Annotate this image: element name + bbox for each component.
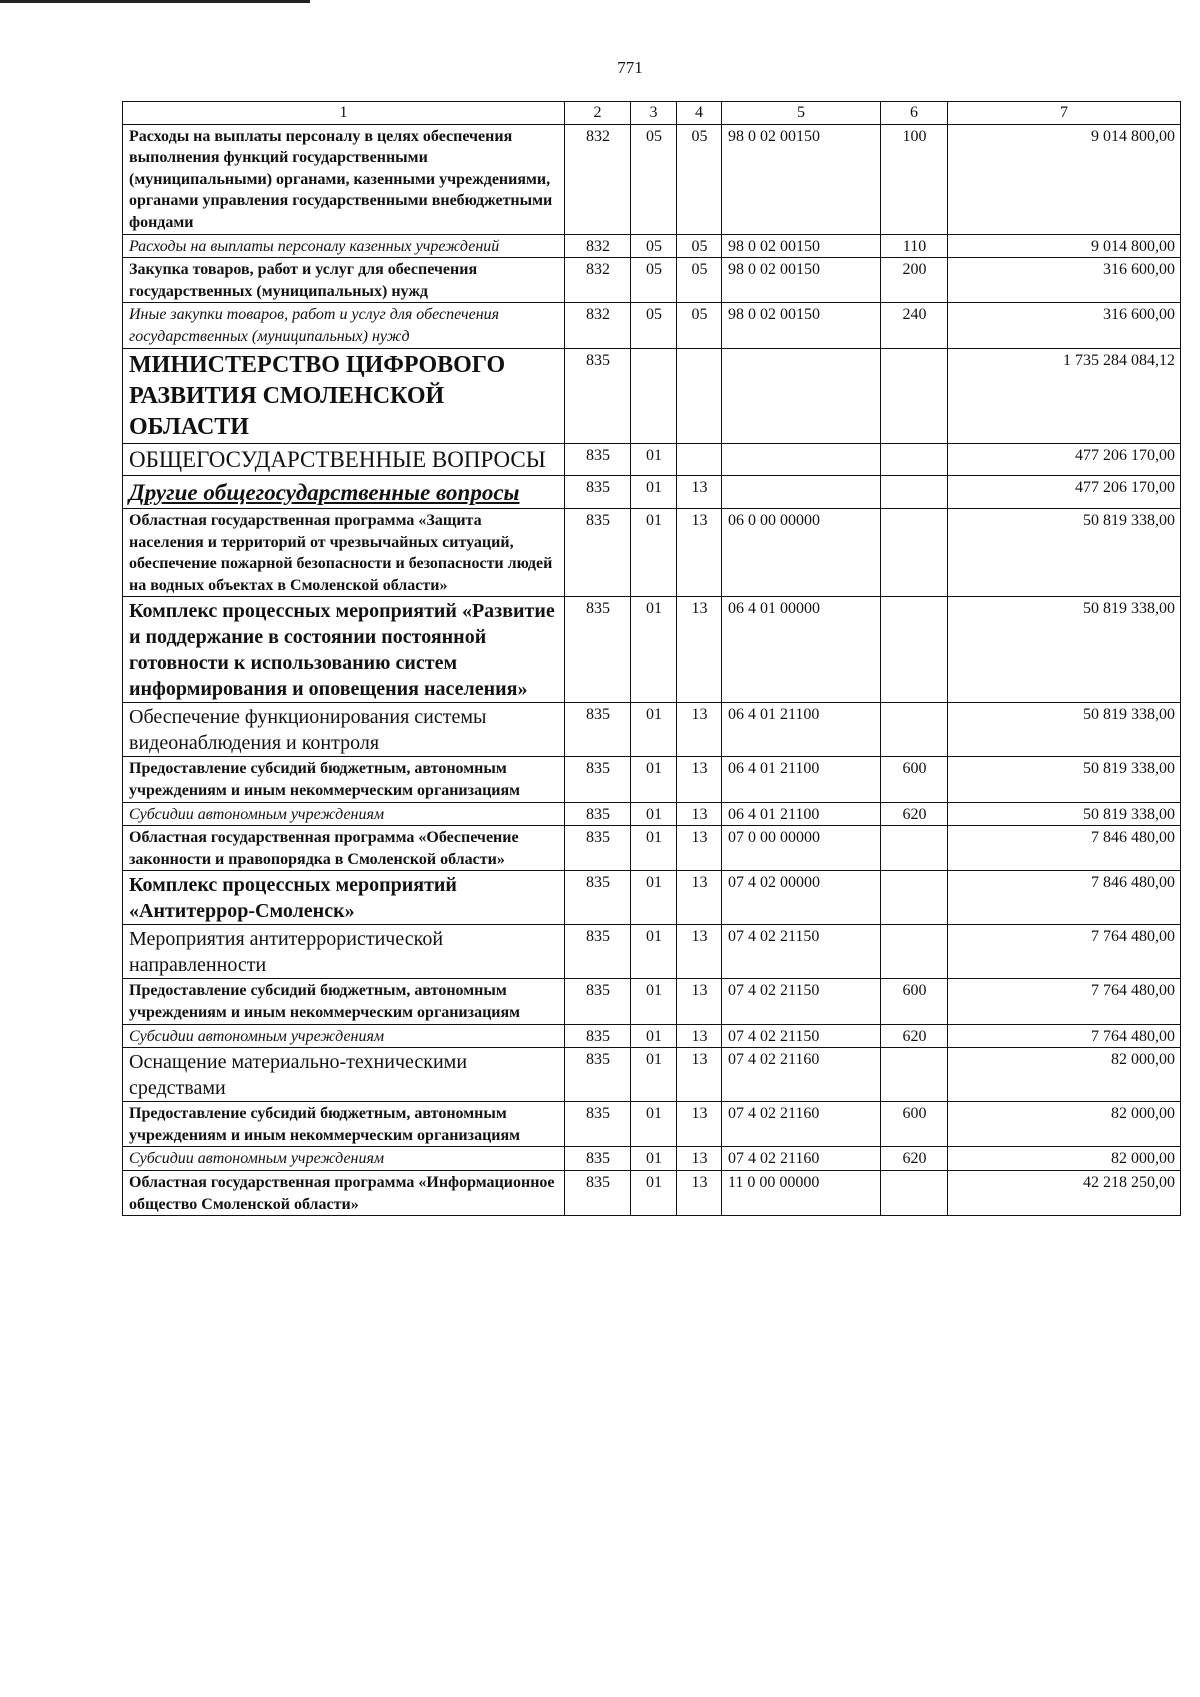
expense-type-cell: 620 (881, 1147, 948, 1171)
column-header: 3 (631, 102, 677, 125)
amount-cell: 9 014 800,00 (948, 234, 1181, 258)
target-article-cell: 07 4 02 21150 (722, 925, 881, 979)
subsection-code-cell: 05 (677, 303, 722, 348)
target-article-cell: 07 0 00 00000 (722, 826, 881, 871)
table-row (123, 509, 1181, 597)
amount-cell: 50 819 338,00 (948, 802, 1181, 826)
amount-cell: 7 846 480,00 (948, 826, 1181, 871)
subsection-code-cell: 13 (677, 1102, 722, 1147)
row-name-cell: Предоставление субсидий бюджетным, автономным учреждениям и иным некоммерческим организациям (123, 757, 565, 802)
dept-code-cell: 835 (565, 1147, 631, 1171)
section-code-cell: 01 (631, 444, 677, 476)
section-code-cell: 01 (631, 1048, 677, 1102)
row-name-cell: Оснащение материально-техническими средствами (123, 1048, 565, 1102)
row-name-cell: Субсидии автономным учреждениям (123, 1024, 565, 1048)
target-article-cell: 07 4 02 21150 (722, 979, 881, 1024)
expense-type-cell: 600 (881, 1102, 948, 1147)
row-name-cell: Субсидии автономным учреждениям (123, 1147, 565, 1171)
subsection-code-cell: 13 (677, 871, 722, 925)
amount-cell: 50 819 338,00 (948, 597, 1181, 703)
dept-code-cell: 835 (565, 509, 631, 597)
subsection-code-cell: 13 (677, 1024, 722, 1048)
section-code-cell (631, 348, 677, 444)
table-row (123, 1147, 1181, 1171)
subsection-code-cell: 13 (677, 826, 722, 871)
table-row (123, 1048, 1181, 1102)
subsection-code-cell: 05 (677, 258, 722, 303)
target-article-cell: 07 4 02 21160 (722, 1048, 881, 1102)
dept-code-cell: 835 (565, 871, 631, 925)
subsection-code-cell: 13 (677, 1048, 722, 1102)
subsection-code-cell: 05 (677, 234, 722, 258)
section-code-cell: 01 (631, 925, 677, 979)
expense-type-cell: 100 (881, 124, 948, 234)
expense-type-cell (881, 826, 948, 871)
section-code-cell: 01 (631, 1147, 677, 1171)
target-article-cell (722, 348, 881, 444)
section-code-cell: 05 (631, 234, 677, 258)
section-code-cell: 01 (631, 757, 677, 802)
row-name-cell: Обеспечение функционирования системы видеонаблюдения и контроля (123, 703, 565, 757)
table-row (123, 234, 1181, 258)
column-header: 5 (722, 102, 881, 125)
dept-code-cell: 835 (565, 597, 631, 703)
table-row (123, 871, 1181, 925)
expense-type-cell (881, 1048, 948, 1102)
section-code-cell: 01 (631, 475, 677, 508)
expense-type-cell (881, 597, 948, 703)
dept-code-cell: 835 (565, 826, 631, 871)
row-name-cell: Областная государственная программа «Информационное общество Смоленской области» (123, 1170, 565, 1215)
dept-code-cell: 835 (565, 1048, 631, 1102)
table-row (123, 303, 1181, 348)
dept-code-cell: 835 (565, 444, 631, 476)
subsection-code-cell (677, 348, 722, 444)
expense-type-cell (881, 871, 948, 925)
table-row (123, 258, 1181, 303)
column-header: 6 (881, 102, 948, 125)
section-code-cell: 01 (631, 826, 677, 871)
subsection-code-cell: 13 (677, 597, 722, 703)
subsection-code-cell: 13 (677, 703, 722, 757)
amount-cell: 9 014 800,00 (948, 124, 1181, 234)
section-code-cell: 05 (631, 258, 677, 303)
expense-type-cell: 240 (881, 303, 948, 348)
dept-code-cell: 835 (565, 1102, 631, 1147)
target-article-cell: 07 4 02 21160 (722, 1147, 881, 1171)
table-row (123, 925, 1181, 979)
amount-cell: 7 764 480,00 (948, 1024, 1181, 1048)
amount-cell: 316 600,00 (948, 258, 1181, 303)
amount-cell: 82 000,00 (948, 1048, 1181, 1102)
target-article-cell: 07 4 02 21160 (722, 1102, 881, 1147)
subsection-code-cell: 05 (677, 124, 722, 234)
row-name-cell: Комплекс процессных мероприятий «Антитеррор-Смоленск» (123, 871, 565, 925)
row-name-cell: Комплекс процессных мероприятий «Развитие и поддержание в состоянии постоянной готовности к использованию систем информирования и оповещения населения» (123, 597, 565, 703)
row-name-cell: ОБЩЕГОСУДАРСТВЕННЫЕ ВОПРОСЫ (123, 444, 565, 476)
amount-cell: 7 846 480,00 (948, 871, 1181, 925)
section-code-cell: 01 (631, 703, 677, 757)
expense-type-cell (881, 703, 948, 757)
dept-code-cell: 832 (565, 258, 631, 303)
section-code-cell: 01 (631, 1102, 677, 1147)
table-row (123, 444, 1181, 476)
table-header-row (123, 102, 1181, 125)
dept-code-cell: 835 (565, 1170, 631, 1215)
amount-cell: 82 000,00 (948, 1147, 1181, 1171)
row-name-cell: Предоставление субсидий бюджетным, автономным учреждениям и иным некоммерческим организациям (123, 979, 565, 1024)
dept-code-cell: 835 (565, 703, 631, 757)
dept-code-cell: 835 (565, 757, 631, 802)
table-row (123, 826, 1181, 871)
row-name-cell: Расходы на выплаты персоналу в целях обеспечения выполнения функций государственными (муниципальными) органами, казенными учреждениями, органами управления государственными внебюджетными фондами (123, 124, 565, 234)
table-row (123, 979, 1181, 1024)
amount-cell: 7 764 480,00 (948, 925, 1181, 979)
expense-type-cell: 620 (881, 802, 948, 826)
table-row (123, 124, 1181, 234)
expense-type-cell: 110 (881, 234, 948, 258)
section-code-cell: 05 (631, 124, 677, 234)
target-article-cell: 98 0 02 00150 (722, 124, 881, 234)
table-row (123, 1024, 1181, 1048)
row-name-cell: Иные закупки товаров, работ и услуг для обеспечения государственных (муниципальных) нужд (123, 303, 565, 348)
dept-code-cell: 832 (565, 124, 631, 234)
amount-cell: 477 206 170,00 (948, 475, 1181, 508)
expense-type-cell: 600 (881, 757, 948, 802)
section-code-cell: 01 (631, 1024, 677, 1048)
amount-cell: 7 764 480,00 (948, 979, 1181, 1024)
expense-type-cell (881, 925, 948, 979)
section-code-cell: 01 (631, 979, 677, 1024)
target-article-cell: 06 4 01 21100 (722, 802, 881, 826)
subsection-code-cell (677, 444, 722, 476)
row-name-cell: Другие общегосударственные вопросы (123, 475, 565, 508)
section-code-cell: 01 (631, 1170, 677, 1215)
section-code-cell: 05 (631, 303, 677, 348)
column-header: 1 (123, 102, 565, 125)
section-code-cell: 01 (631, 802, 677, 826)
expense-type-cell (881, 444, 948, 476)
expense-type-cell: 200 (881, 258, 948, 303)
amount-cell: 50 819 338,00 (948, 509, 1181, 597)
dept-code-cell: 835 (565, 802, 631, 826)
column-header: 2 (565, 102, 631, 125)
subsection-code-cell: 13 (677, 475, 722, 508)
row-name-cell: Областная государственная программа «Защита населения и территорий от чрезвычайных ситуаций, обеспечение пожарной безопасности и безопасности людей на водных объектах в Смоленской области» (123, 509, 565, 597)
expense-type-cell (881, 509, 948, 597)
section-code-cell: 01 (631, 509, 677, 597)
section-code-cell: 01 (631, 871, 677, 925)
target-article-cell: 06 4 01 00000 (722, 597, 881, 703)
table-row (123, 597, 1181, 703)
column-header: 4 (677, 102, 722, 125)
section-code-cell: 01 (631, 597, 677, 703)
page-number: 771 (617, 58, 643, 77)
amount-cell: 50 819 338,00 (948, 703, 1181, 757)
dept-code-cell: 835 (565, 475, 631, 508)
row-name-cell: Расходы на выплаты персоналу казенных учреждений (123, 234, 565, 258)
subsection-code-cell: 13 (677, 925, 722, 979)
amount-cell: 42 218 250,00 (948, 1170, 1181, 1215)
table-row (123, 757, 1181, 802)
expense-type-cell (881, 1170, 948, 1215)
table-row (123, 1170, 1181, 1215)
target-article-cell: 98 0 02 00150 (722, 303, 881, 348)
row-name-cell: Предоставление субсидий бюджетным, автономным учреждениям и иным некоммерческим организациям (123, 1102, 565, 1147)
dept-code-cell: 835 (565, 1024, 631, 1048)
target-article-cell: 06 4 01 21100 (722, 757, 881, 802)
target-article-cell (722, 444, 881, 476)
row-name-cell: Мероприятия антитеррористической направленности (123, 925, 565, 979)
dept-code-cell: 832 (565, 234, 631, 258)
row-name-cell: Закупка товаров, работ и услуг для обеспечения государственных (муниципальных) нужд (123, 258, 565, 303)
amount-cell: 1 735 284 084,12 (948, 348, 1181, 444)
expense-type-cell: 600 (881, 979, 948, 1024)
target-article-cell (722, 475, 881, 508)
amount-cell: 50 819 338,00 (948, 757, 1181, 802)
table-row (123, 703, 1181, 757)
row-name-cell: МИНИСТЕРСТВО ЦИФРОВОГО РАЗВИТИЯ СМОЛЕНСКОЙ ОБЛАСТИ (123, 348, 565, 444)
row-name-cell: Субсидии автономным учреждениям (123, 802, 565, 826)
subsection-code-cell: 13 (677, 802, 722, 826)
row-name-cell: Областная государственная программа «Обеспечение законности и правопорядка в Смоленской области» (123, 826, 565, 871)
target-article-cell: 98 0 02 00150 (722, 258, 881, 303)
top-rule (0, 0, 310, 3)
target-article-cell: 07 4 02 00000 (722, 871, 881, 925)
expense-type-cell (881, 475, 948, 508)
dept-code-cell: 835 (565, 348, 631, 444)
target-article-cell: 06 4 01 21100 (722, 703, 881, 757)
target-article-cell: 98 0 02 00150 (722, 234, 881, 258)
subsection-code-cell: 13 (677, 1170, 722, 1215)
table-row (123, 1102, 1181, 1147)
subsection-code-cell: 13 (677, 979, 722, 1024)
subsection-code-cell: 13 (677, 1147, 722, 1171)
amount-cell: 316 600,00 (948, 303, 1181, 348)
budget-table (122, 101, 1181, 1216)
table-row (123, 475, 1181, 508)
amount-cell: 82 000,00 (948, 1102, 1181, 1147)
amount-cell: 477 206 170,00 (948, 444, 1181, 476)
subsection-code-cell: 13 (677, 757, 722, 802)
subsection-code-cell: 13 (677, 509, 722, 597)
dept-code-cell: 835 (565, 979, 631, 1024)
dept-code-cell: 832 (565, 303, 631, 348)
target-article-cell: 06 0 00 00000 (722, 509, 881, 597)
column-header: 7 (948, 102, 1181, 125)
dept-code-cell: 835 (565, 925, 631, 979)
target-article-cell: 11 0 00 00000 (722, 1170, 881, 1215)
table-row (123, 802, 1181, 826)
table-row (123, 348, 1181, 444)
expense-type-cell (881, 348, 948, 444)
table-body (123, 124, 1181, 1216)
target-article-cell: 07 4 02 21150 (722, 1024, 881, 1048)
expense-type-cell: 620 (881, 1024, 948, 1048)
